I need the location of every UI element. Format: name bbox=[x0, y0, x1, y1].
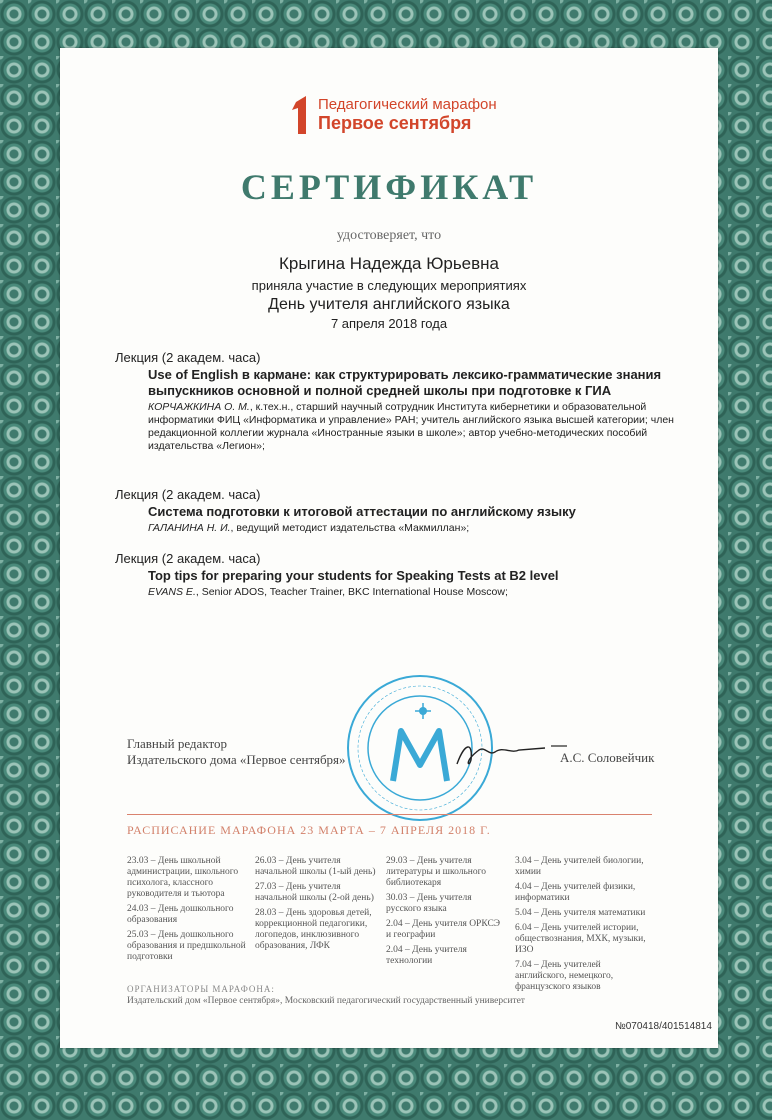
signatory-role bbox=[127, 736, 346, 768]
serial-number: №070418/401514814 bbox=[615, 1021, 712, 1032]
schedule-item: 25.03 – День дошкольного образования и предшкольной подготовки bbox=[127, 930, 246, 962]
event-name: День учителя английского языка bbox=[268, 296, 510, 313]
lecture-type: Лекция (2 академ. часа) bbox=[115, 551, 261, 566]
divider bbox=[127, 814, 652, 815]
schedule-title: РАСПИСАНИЕ МАРАФОНА 23 МАРТА – 7 АПРЕЛЯ 2018 Г. bbox=[127, 823, 491, 837]
schedule-item: 23.03 – День школьной администрации, школьного психолога, классного руководителя и тьютора bbox=[127, 856, 239, 899]
schedule-item: 28.03 – День здоровья детей, коррекционной педагогики, логопедов, инклюзивного образования, ЛФК bbox=[255, 908, 372, 951]
lecture-title: Система подготовки к итоговой аттестации по английскому языку bbox=[148, 504, 576, 519]
logo-line1: Педагогический марафон bbox=[318, 96, 497, 113]
lecture-title: Use of English в кармане: как структурировать лексико-грамматические знания выпускников основной и полной средней школы при подготовке к ГИА bbox=[148, 367, 662, 398]
signatory-role-line1: Главный редактор bbox=[127, 736, 227, 751]
author-name: EVANS E. bbox=[148, 586, 196, 598]
schedule-item: 27.03 – День учителя начальной школы (2-ой день) bbox=[255, 882, 374, 903]
organizers-text: Издательский дом «Первое сентября», Московский педагогический государственный университет bbox=[127, 996, 525, 1006]
logo-one-icon bbox=[290, 96, 312, 134]
certificate-paper bbox=[60, 48, 718, 1048]
schedule-item: 26.03 – День учителя начальной школы (1-ый день) bbox=[255, 856, 376, 877]
participation-text: приняла участие в следующих мероприятиях bbox=[251, 278, 527, 293]
lecture-title: Top tips for preparing your students for Speaking Tests at B2 level bbox=[148, 568, 559, 583]
lecture-2 bbox=[115, 487, 675, 535]
event-date: 7 апреля 2018 года bbox=[330, 316, 448, 331]
schedule-item: 3.04 – День учителей биологии, химии bbox=[515, 856, 644, 877]
author-info: , к.тех.н., старший научный сотрудник Института кибернетики и образовательной информатики ФИЦ «Информатика и управление» РАН; учитель английского языка высшей категории; член редакционной коллегии журнала «Иностранные языки в школе»; автор учебно-методических пособий издательства «Легион»; bbox=[148, 401, 674, 452]
author-name: КОРЧАЖКИНА О. М. bbox=[148, 401, 250, 413]
schedule-item: 30.03 – День учителя русского языка bbox=[386, 893, 472, 914]
schedule-column-2 bbox=[255, 856, 380, 956]
schedule-item: 5.04 – День учителя математики bbox=[515, 908, 646, 918]
signatory-name: А.С. Соловейчик bbox=[560, 750, 655, 765]
lecture-type: Лекция (2 академ. часа) bbox=[115, 487, 261, 502]
signatory-role-line2: Издательского дома «Первое сентября» bbox=[127, 752, 346, 767]
lecture-author bbox=[115, 401, 675, 453]
publisher-logo bbox=[290, 96, 497, 134]
author-info: , Senior ADOS, Teacher Trainer, BKC International House Moscow; bbox=[195, 586, 508, 598]
author-info: , ведущий методист издательства «Макмиллан»; bbox=[230, 522, 470, 534]
schedule-item: 6.04 – День учителей истории, обществознания, МХК, музыки, ИЗО bbox=[515, 923, 646, 955]
recipient-name: Крыгина Надежда Юрьевна bbox=[278, 254, 500, 273]
schedule-item: 29.03 – День учителя литературы и школьного библиотекаря bbox=[386, 856, 487, 888]
schedule-item: 2.04 – День учителя технологии bbox=[386, 945, 467, 966]
schedule-column-3 bbox=[386, 856, 506, 971]
certificate-title: СЕРТИФИКАТ bbox=[240, 167, 538, 207]
lecture-3 bbox=[115, 551, 675, 599]
schedule-item: 24.03 – День дошкольного образования bbox=[127, 904, 234, 925]
schedule-item: 2.04 – День учителя ОРКСЭ и географии bbox=[386, 919, 501, 940]
logo-line2: Первое сентября bbox=[318, 113, 472, 133]
schedule-item: 4.04 – День учителей физики, информатики bbox=[515, 882, 636, 903]
schedule-item: 7.04 – День учителей английского, немецкого, французского языков bbox=[515, 960, 614, 992]
schedule-column-1 bbox=[127, 856, 247, 967]
lecture-1 bbox=[115, 350, 675, 453]
lecture-type: Лекция (2 академ. часа) bbox=[115, 350, 261, 365]
author-name: ГАЛАНИНА Н. И. bbox=[148, 522, 231, 534]
lecture-author bbox=[115, 586, 675, 599]
organizers-title: ОРГАНИЗАТОРЫ МАРАФОНА: bbox=[127, 984, 275, 994]
schedule-column-4 bbox=[515, 856, 650, 997]
lecture-author bbox=[115, 522, 675, 535]
signature-icon bbox=[455, 738, 570, 768]
certifies-text: удостоверяет, что bbox=[336, 228, 442, 243]
